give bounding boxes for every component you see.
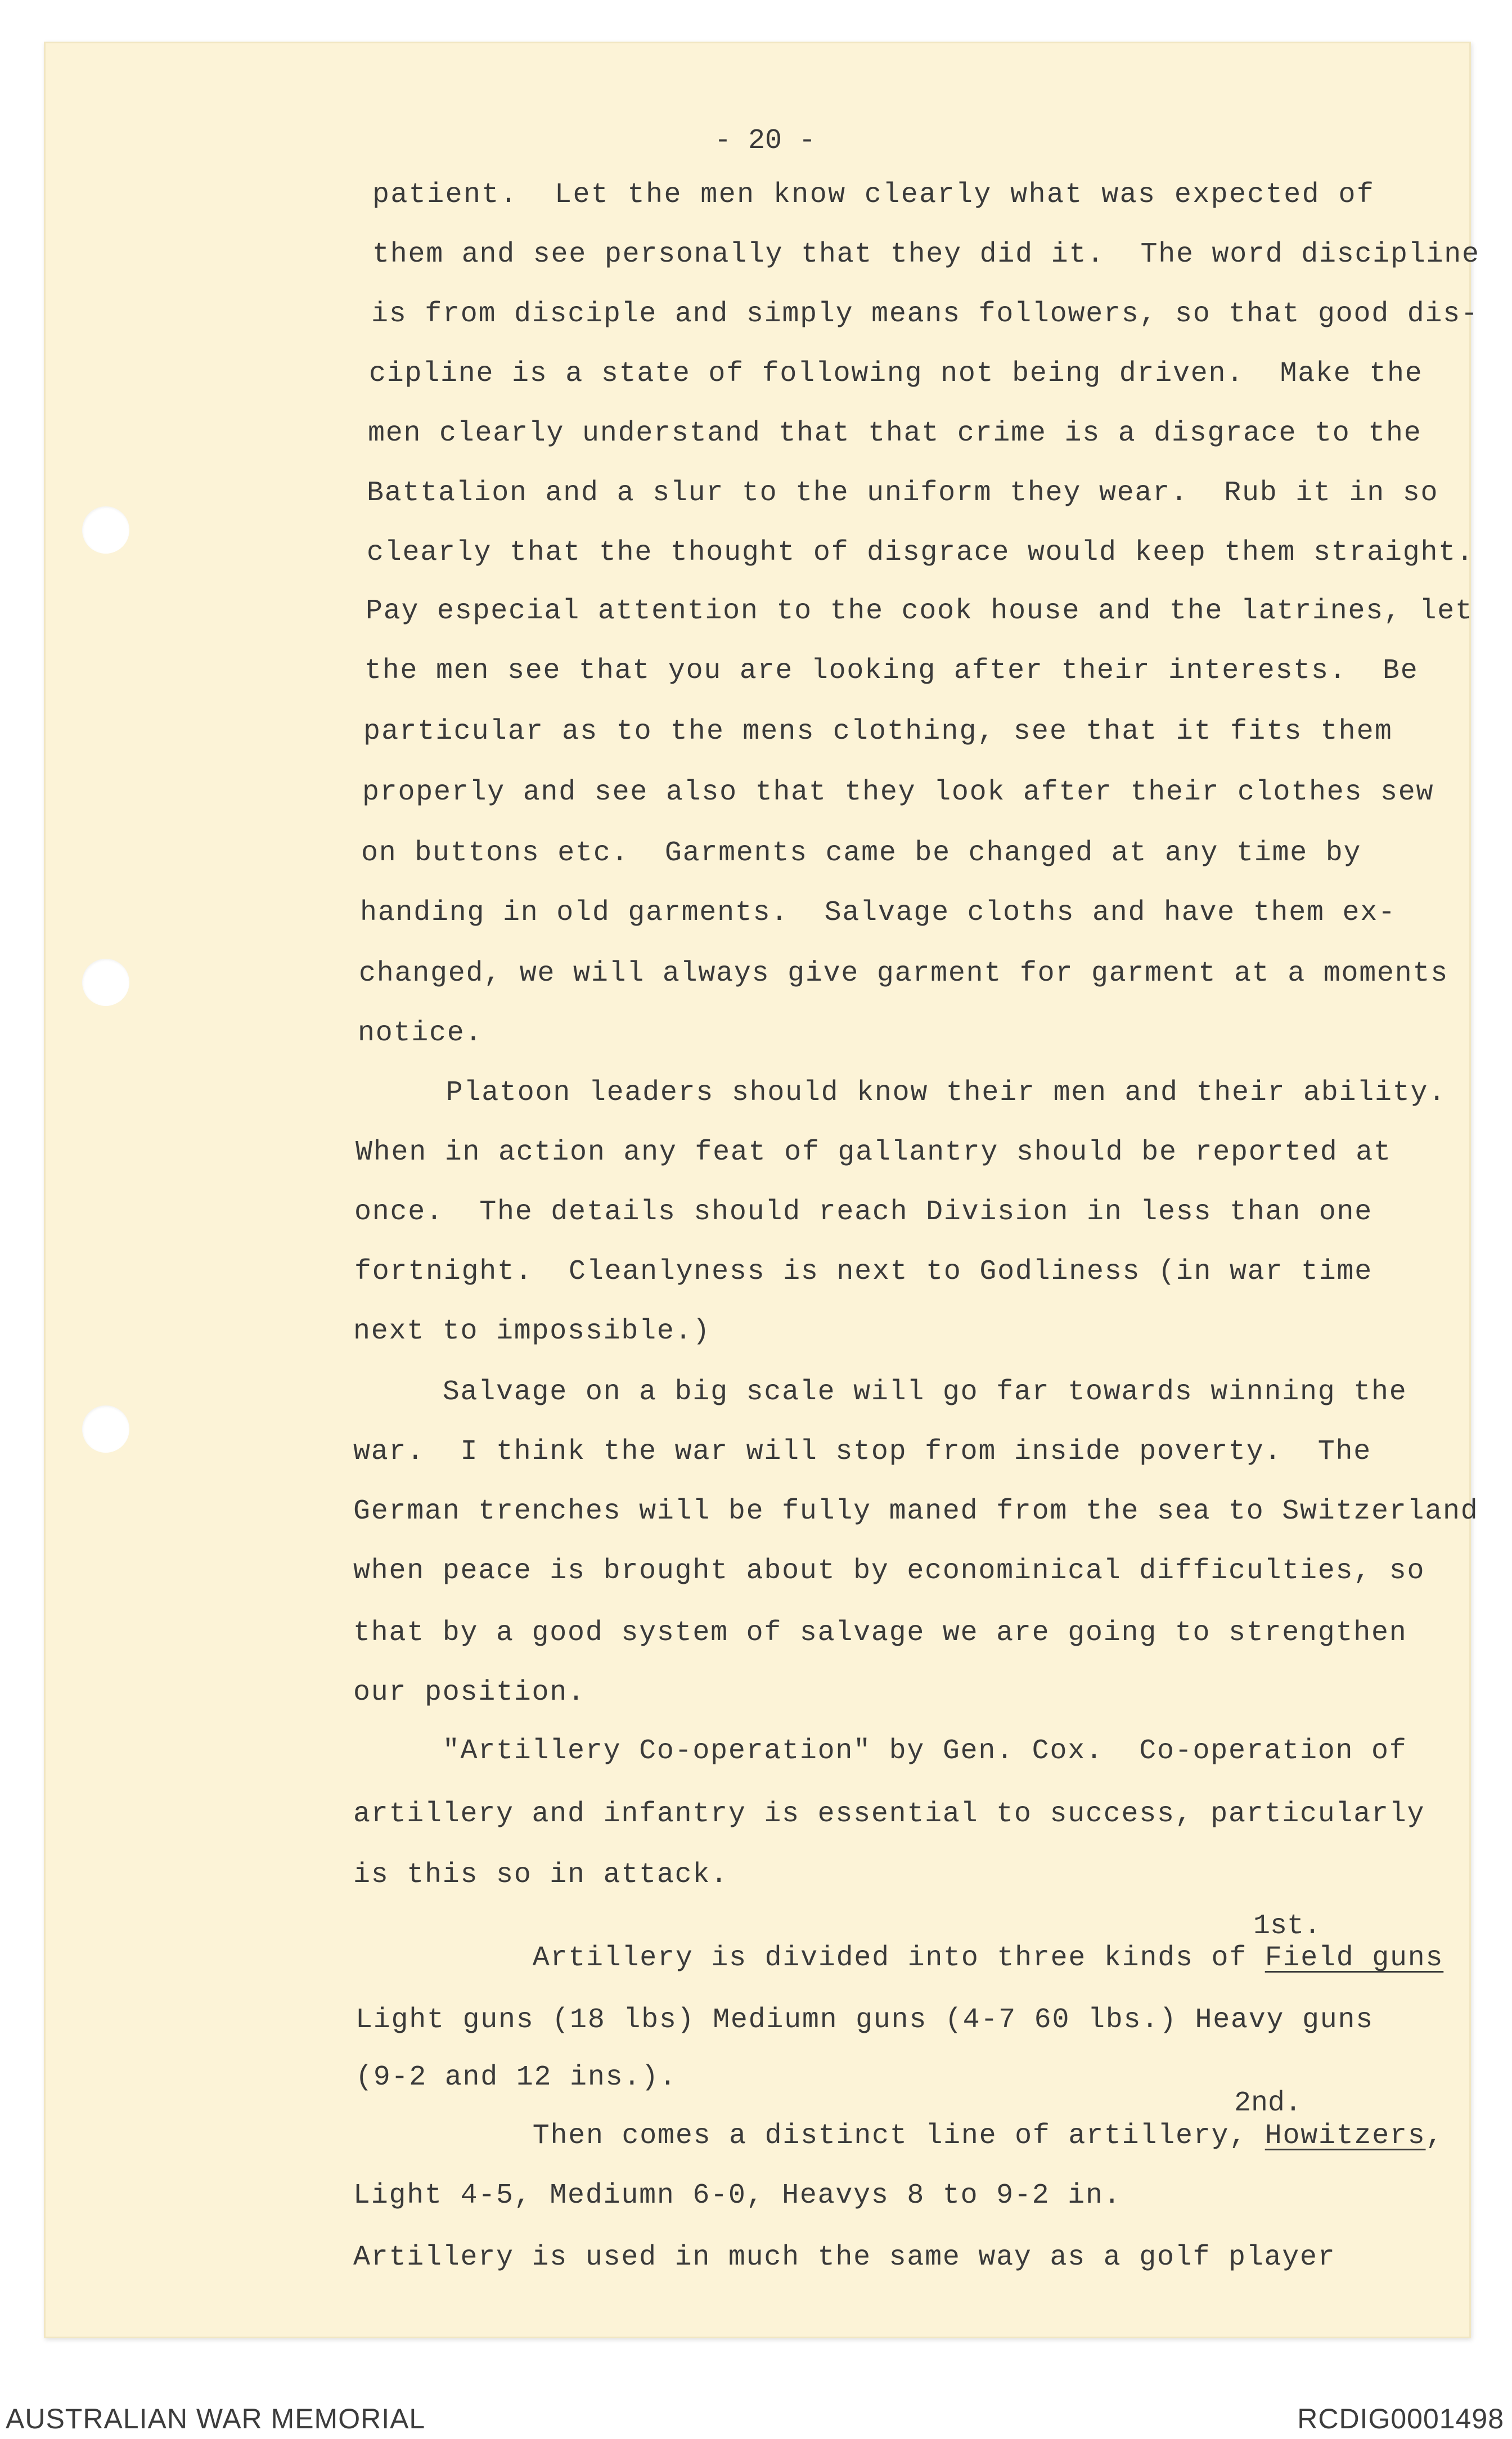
text-line-howitzers <box>443 2122 1443 2150</box>
text-line-nine-two: (9-2 and 12 ins.). <box>356 2061 677 2094</box>
text-line: "Artillery Co-operation" by Gen. Cox. Co-operation of <box>353 1735 1407 1767</box>
text-line: once. The details should reach Division in less than one <box>354 1196 1373 1228</box>
text-line: German trenches will be fully maned from the sea to Switzerland <box>353 1495 1479 1528</box>
text-line-howitzers-prefix: Then comes a distinct line of artillery, <box>443 2120 1265 2152</box>
text-line-light-45: Light 4-5, Mediumn 6-0, Heavys 8 to 9-2 in. <box>353 2180 1122 2212</box>
annotation-2nd: 2nd. <box>1234 2087 1302 2119</box>
text-line: When in action any feat of gallantry should be reported at <box>356 1137 1392 1169</box>
text-line: that by a good system of salvage we are going to strengthen <box>353 1617 1407 1649</box>
footer-record-id: RCDIG0001498 <box>1297 2403 1504 2434</box>
text-line: handing in old garments. Salvage cloths and have them ex- <box>360 897 1396 929</box>
text-line: particular as to the mens clothing, see that it fits them <box>363 716 1393 748</box>
text-line: Platoon leaders should know their men and their ability. <box>357 1077 1447 1109</box>
text-line: artillery and infantry is essential to success, particularly <box>353 1798 1425 1830</box>
text-line: fortnight. Cleanlyness is next to Godliness (in war time <box>354 1256 1373 1288</box>
text-line: them and see personally that they did it. The word discipline <box>372 239 1480 271</box>
text-line: men clearly understand that that crime is a disgrace to the <box>368 417 1422 450</box>
text-line: on buttons etc. Garments came be changed at any time by <box>361 837 1362 869</box>
text-line: patient. Let the men know clearly what was expected of <box>372 179 1375 211</box>
text-line-artillery-kinds <box>443 1944 1443 1973</box>
punch-hole <box>82 1405 129 1453</box>
text-line-howitzers-suffix: , <box>1425 2120 1444 2152</box>
text-line-golf: Artillery is used in much the same way as a golf player <box>353 2242 1336 2274</box>
text-line-artillery-kinds-prefix: Artillery is divided into three kinds of <box>443 1942 1265 1974</box>
text-line: Pay especial attention to the cook house and the latrines, let <box>366 595 1473 627</box>
underlined-howitzers: Howitzers <box>1264 2120 1426 2152</box>
punch-hole <box>82 506 129 554</box>
punch-hole <box>82 959 129 1006</box>
text-line: when peace is brought about by econominical difficulties, so <box>353 1555 1425 1587</box>
page-number: - 20 - <box>714 125 816 157</box>
text-line: notice. <box>358 1017 483 1049</box>
text-line: the men see that you are looking after their interests. Be <box>364 655 1419 687</box>
underlined-field-guns: Field guns <box>1264 1942 1444 1974</box>
text-line: Salvage on a big scale will go far towards winning the <box>353 1376 1407 1408</box>
annotation-1st: 1st. <box>1253 1910 1321 1942</box>
text-line: war. I think the war will stop from inside poverty. The <box>353 1436 1372 1468</box>
text-line: our position. <box>353 1677 586 1709</box>
text-line: clearly that the thought of disgrace would keep them straight. <box>367 537 1474 569</box>
text-line-light-guns: Light guns (18 lbs) Mediumn guns (4-7 60 lbs.) Heavy guns <box>356 2004 1374 2036</box>
footer-institution: AUSTRALIAN WAR MEMORIAL <box>6 2403 426 2434</box>
text-line: next to impossible.) <box>353 1315 711 1347</box>
text-line: cipline is a state of following not being driven. Make the <box>369 358 1423 390</box>
text-line: properly and see also that they look after their clothes sew <box>362 776 1434 808</box>
text-line: changed, we will always give garment for garment at a moments <box>359 958 1449 990</box>
text-line: is this so in attack. <box>353 1859 728 1891</box>
text-line: Battalion and a slur to the uniform they wear. Rub it in so <box>367 477 1439 509</box>
text-line: is from disciple and simply means followers, so that good dis- <box>371 298 1479 330</box>
